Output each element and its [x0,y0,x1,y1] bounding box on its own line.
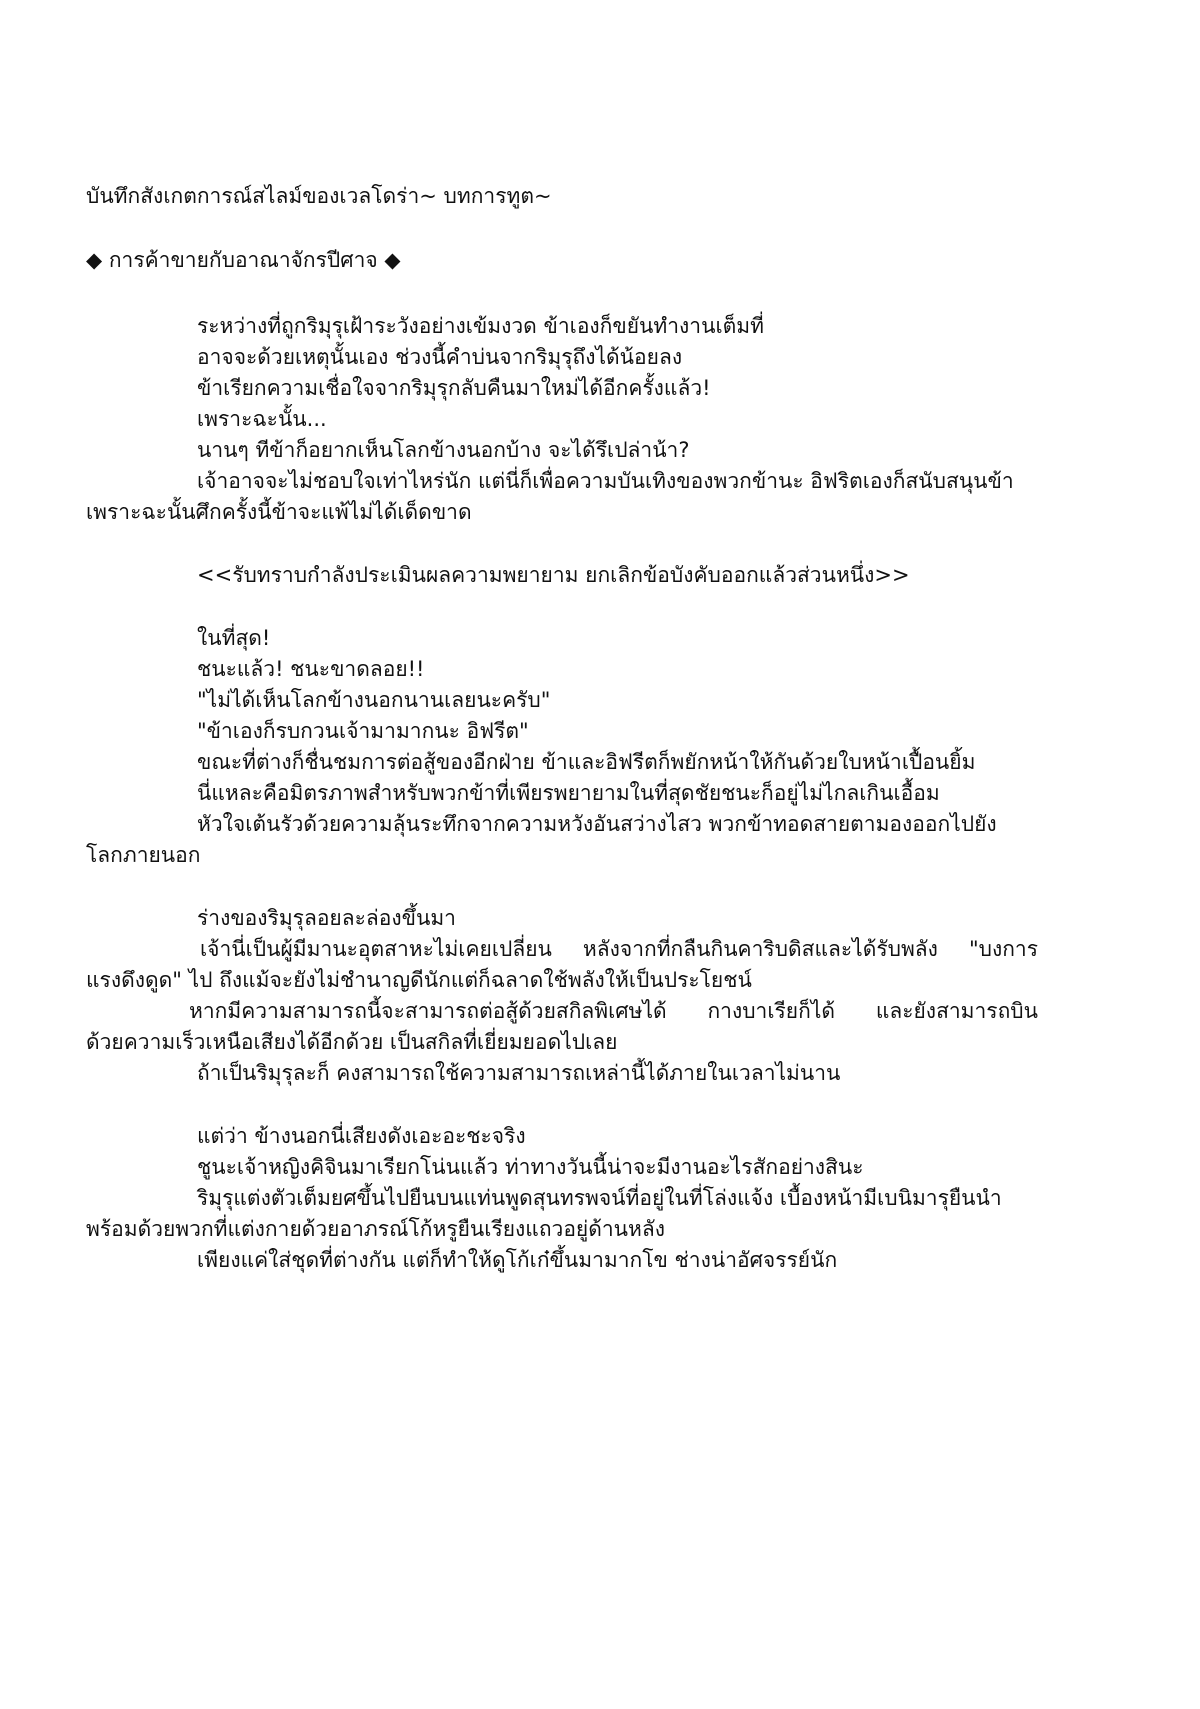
section-heading: ◆ การค้าขายกับอาณาจักรปีศาจ ◆ [86,248,401,272]
document-title: บันทึกสังเกตการณ์สไลม์ของเวลโดร่า~ บทการทูต~ [86,184,552,208]
system-message: <<รับทราบกำลังประเมินผลความพยายาม ยกเลิกข้อบังคับออกแล้วส่วนหนึ่ง>> [197,563,910,587]
text-line: ถ้าเป็นริมุรุละก็ คงสามารถใช้ความสามารถเหล่านี้ได้ภายในเวลาไม่นาน [197,1061,841,1085]
text-line: นานๆ ทีข้าก็อยากเห็นโลกข้างนอกบ้าง จะได้รึเปล่าน้า? [197,438,690,462]
text-line: พร้อมด้วยพวกที่แต่งกายด้วยอาภรณ์โก้หรูยืนเรียงแถวอยู่ด้านหลัง [86,1217,665,1241]
text-line: อาจจะด้วยเหตุนั้นเอง ช่วงนี้คำบ่นจากริมุรุถึงได้น้อยลง [197,345,683,369]
text-line: เจ้าอาจจะไม่ชอบใจเท่าไหร่นัก แต่นี่ก็เพื่อความบันเทิงของพวกข้านะ อิฟริตเองก็สนับสนุนข้า [197,469,1014,493]
text-line: นี่แหละคือมิตรภาพสำหรับพวกข้าที่เพียรพยายามในที่สุดชัยชนะก็อยู่ไม่ไกลเกินเอื้อม [197,781,940,805]
text-line: ร่างของริมุรุลอยละล่องขึ้นมา [197,906,456,930]
text-line: ในที่สุด! [197,626,271,650]
text-line: เพราะฉะนั้นศึกครั้งนี้ข้าจะแพ้ไม่ได้เด็ดขาด [86,500,472,524]
text-line: ชูนะเจ้าหญิงคิจินมาเรียกโน่นแล้ว ท่าทางวันนี้น่าจะมีงานอะไรสักอย่างสินะ [197,1155,864,1179]
text-line: ด้วยความเร็วเหนือเสียงได้อีกด้วย เป็นสกิลที่เยี่ยมยอดไปเลย [86,1030,618,1054]
text-line: แต่ว่า ข้างนอกนี่เสียงดังเอะอะชะจริง [197,1124,526,1148]
text-line: ริมุรุแต่งตัวเต็มยศขึ้นไปยืนบนแท่นพูดสุนทรพจน์ที่อยู่ในที่โล่งแจ้ง เบื้องหน้ามีเบนิมารุยืนนำ [197,1186,1002,1210]
text-line: ระหว่างที่ถูกริมุรุเฝ้าระวังอย่างเข้มงวด ข้าเองก็ขยันทำงานเต็มที่ [197,314,764,338]
text-line: เจ้านี่เป็นผู้มีมานะอุตสาหะไม่เคยเปลี่ยน หลังจากที่กลืนกินคาริบดิสและได้รับพลัง "บงการ [200,937,1038,961]
text-line: เพียงแค่ใส่ชุดที่ต่างกัน แต่ก็ทำให้ดูโก้เก๋ขึ้นมามากโข ช่างน่าอัศจรรย์นัก [197,1248,838,1272]
text-line: เพราะฉะนั้น... [197,407,327,431]
text-line: ขณะที่ต่างก็ชื่นชมการต่อสู้ของอีกฝ่าย ข้าและอิฟรีตก็พยักหน้าให้กันด้วยใบหน้าเปื้อนยิ้ม [197,750,976,774]
text-line: ข้าเรียกความเชื่อใจจากริมุรุกลับคืนมาใหม่ได้อีกครั้งแล้ว! [197,376,711,400]
dialogue-line: "ไม่ได้เห็นโลกข้างนอกนานเลยนะครับ" [197,688,551,712]
text-line: โลกภายนอก [86,843,201,867]
text-line: ชนะแล้ว! ชนะขาดลอย!! [197,657,425,681]
dialogue-line: "ข้าเองก็รบกวนเจ้ามามากนะ อิฟรีต" [197,719,529,743]
text-line: หากมีความสามารถนี้จะสามารถต่อสู้ด้วยสกิลพิเศษได้ กางบาเรียก็ได้ และยังสามารถบิน [189,999,1038,1023]
text-line: หัวใจเต้นรัวด้วยความลุ้นระทึกจากความหวังอันสว่างไสว พวกข้าทอดสายตามองออกไปยัง [197,812,997,836]
text-line: แรงดึงดูด" ไป ถึงแม้จะยังไม่ชำนาญดีนักแต่ก็ฉลาดใช้พลังให้เป็นประโยชน์ [86,968,752,992]
